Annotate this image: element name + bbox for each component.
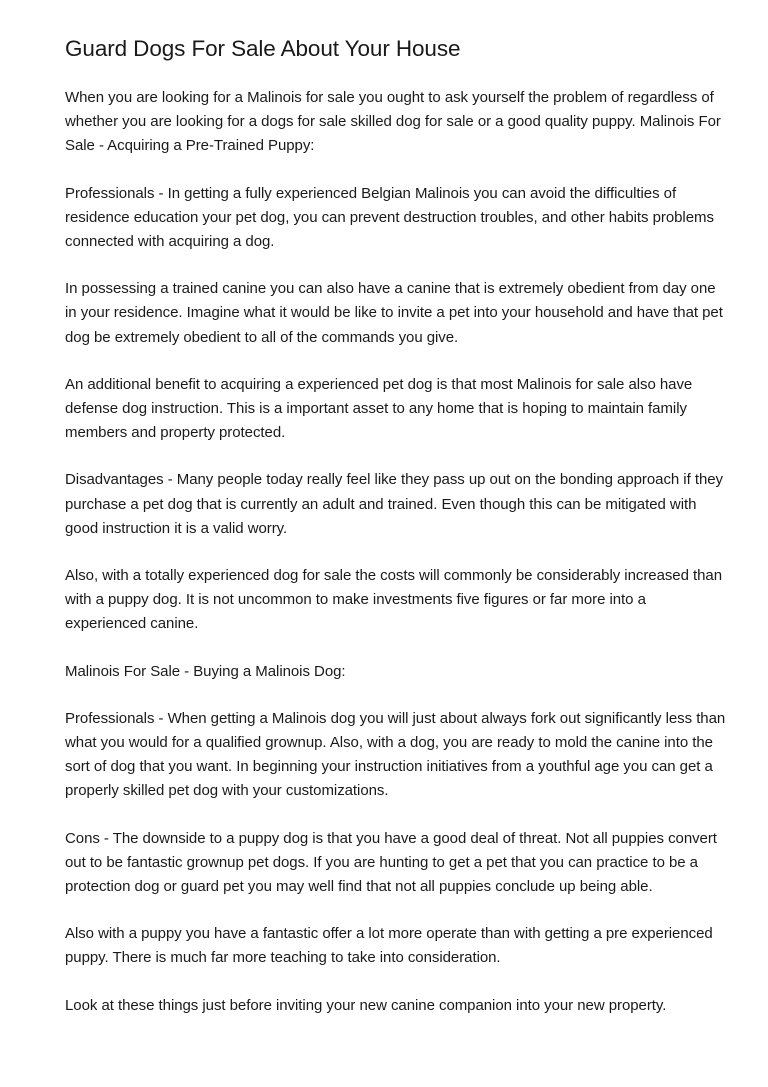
paragraph: Disadvantages - Many people today really feel like they pass up out on the bonding approach if they purchase a pet dog that is currently an adult and trained. Even though this can be mitigated with good instruction it is a valid worry. bbox=[65, 471, 723, 537]
paragraph: Look at these things just before inviting your new canine companion into your new property. bbox=[65, 996, 667, 1014]
paragraph: Also, with a totally experienced dog for sale the costs will commonly be considerably increased than with a puppy dog. It is not uncommon to make investments five figures or far more into a experienced canine. bbox=[65, 567, 723, 633]
paragraph: Also with a puppy you have a fantastic offer a lot more operate than with getting a pre experienced puppy. There is much far more teaching to take into consideration. bbox=[65, 925, 713, 967]
paragraph: In possessing a trained canine you can also have a canine that is extremely obedient from day one in your residence. Imagine what it would be like to invite a pet into your household and have that pet dog be extremely obedient to all of the commands you give. bbox=[65, 280, 723, 346]
paragraph: An additional benefit to acquiring a experienced pet dog is that most Malinois for sale also have defense dog instruction. This is a important asset to any home that is hoping to maintain family members and property protected. bbox=[65, 375, 693, 442]
paragraph: When you are looking for a Malinois for sale you ought to ask yourself the problem of regardless of whether you are looking for a dogs for sale skilled dog for sale or a good quality puppy. Malinois For Sale - Acquiring a Pre-Trained Puppy: bbox=[65, 89, 721, 155]
section-heading: Malinois For Sale - Buying a Malinois Dog: bbox=[65, 662, 346, 680]
paragraph: Professionals - When getting a Malinois dog you will just about always fork out significantly less than what you would for a qualified grownup. Also, with a dog, you are ready to mold the canine into the sort of dog that you want. In beginning your instruction initiatives from a youthful age you can get a properly skilled pet dog with your customizations. bbox=[65, 709, 726, 800]
paragraph: Cons - The downside to a puppy dog is that you have a good deal of threat. Not all puppies convert out to be fantastic grownup pet dogs. If you are hunting to get a pet that you can practice to be a protection dog or guard pet you may well find that not all puppies conclude up being able. bbox=[65, 829, 717, 896]
document-title: Guard Dogs For Sale About Your House bbox=[65, 36, 461, 61]
paragraph: Professionals - In getting a fully experienced Belgian Malinois you can avoid the difficulties of residence education your pet dog, you can prevent destruction troubles, and other habits problems connected with acquiring a dog. bbox=[65, 184, 714, 251]
